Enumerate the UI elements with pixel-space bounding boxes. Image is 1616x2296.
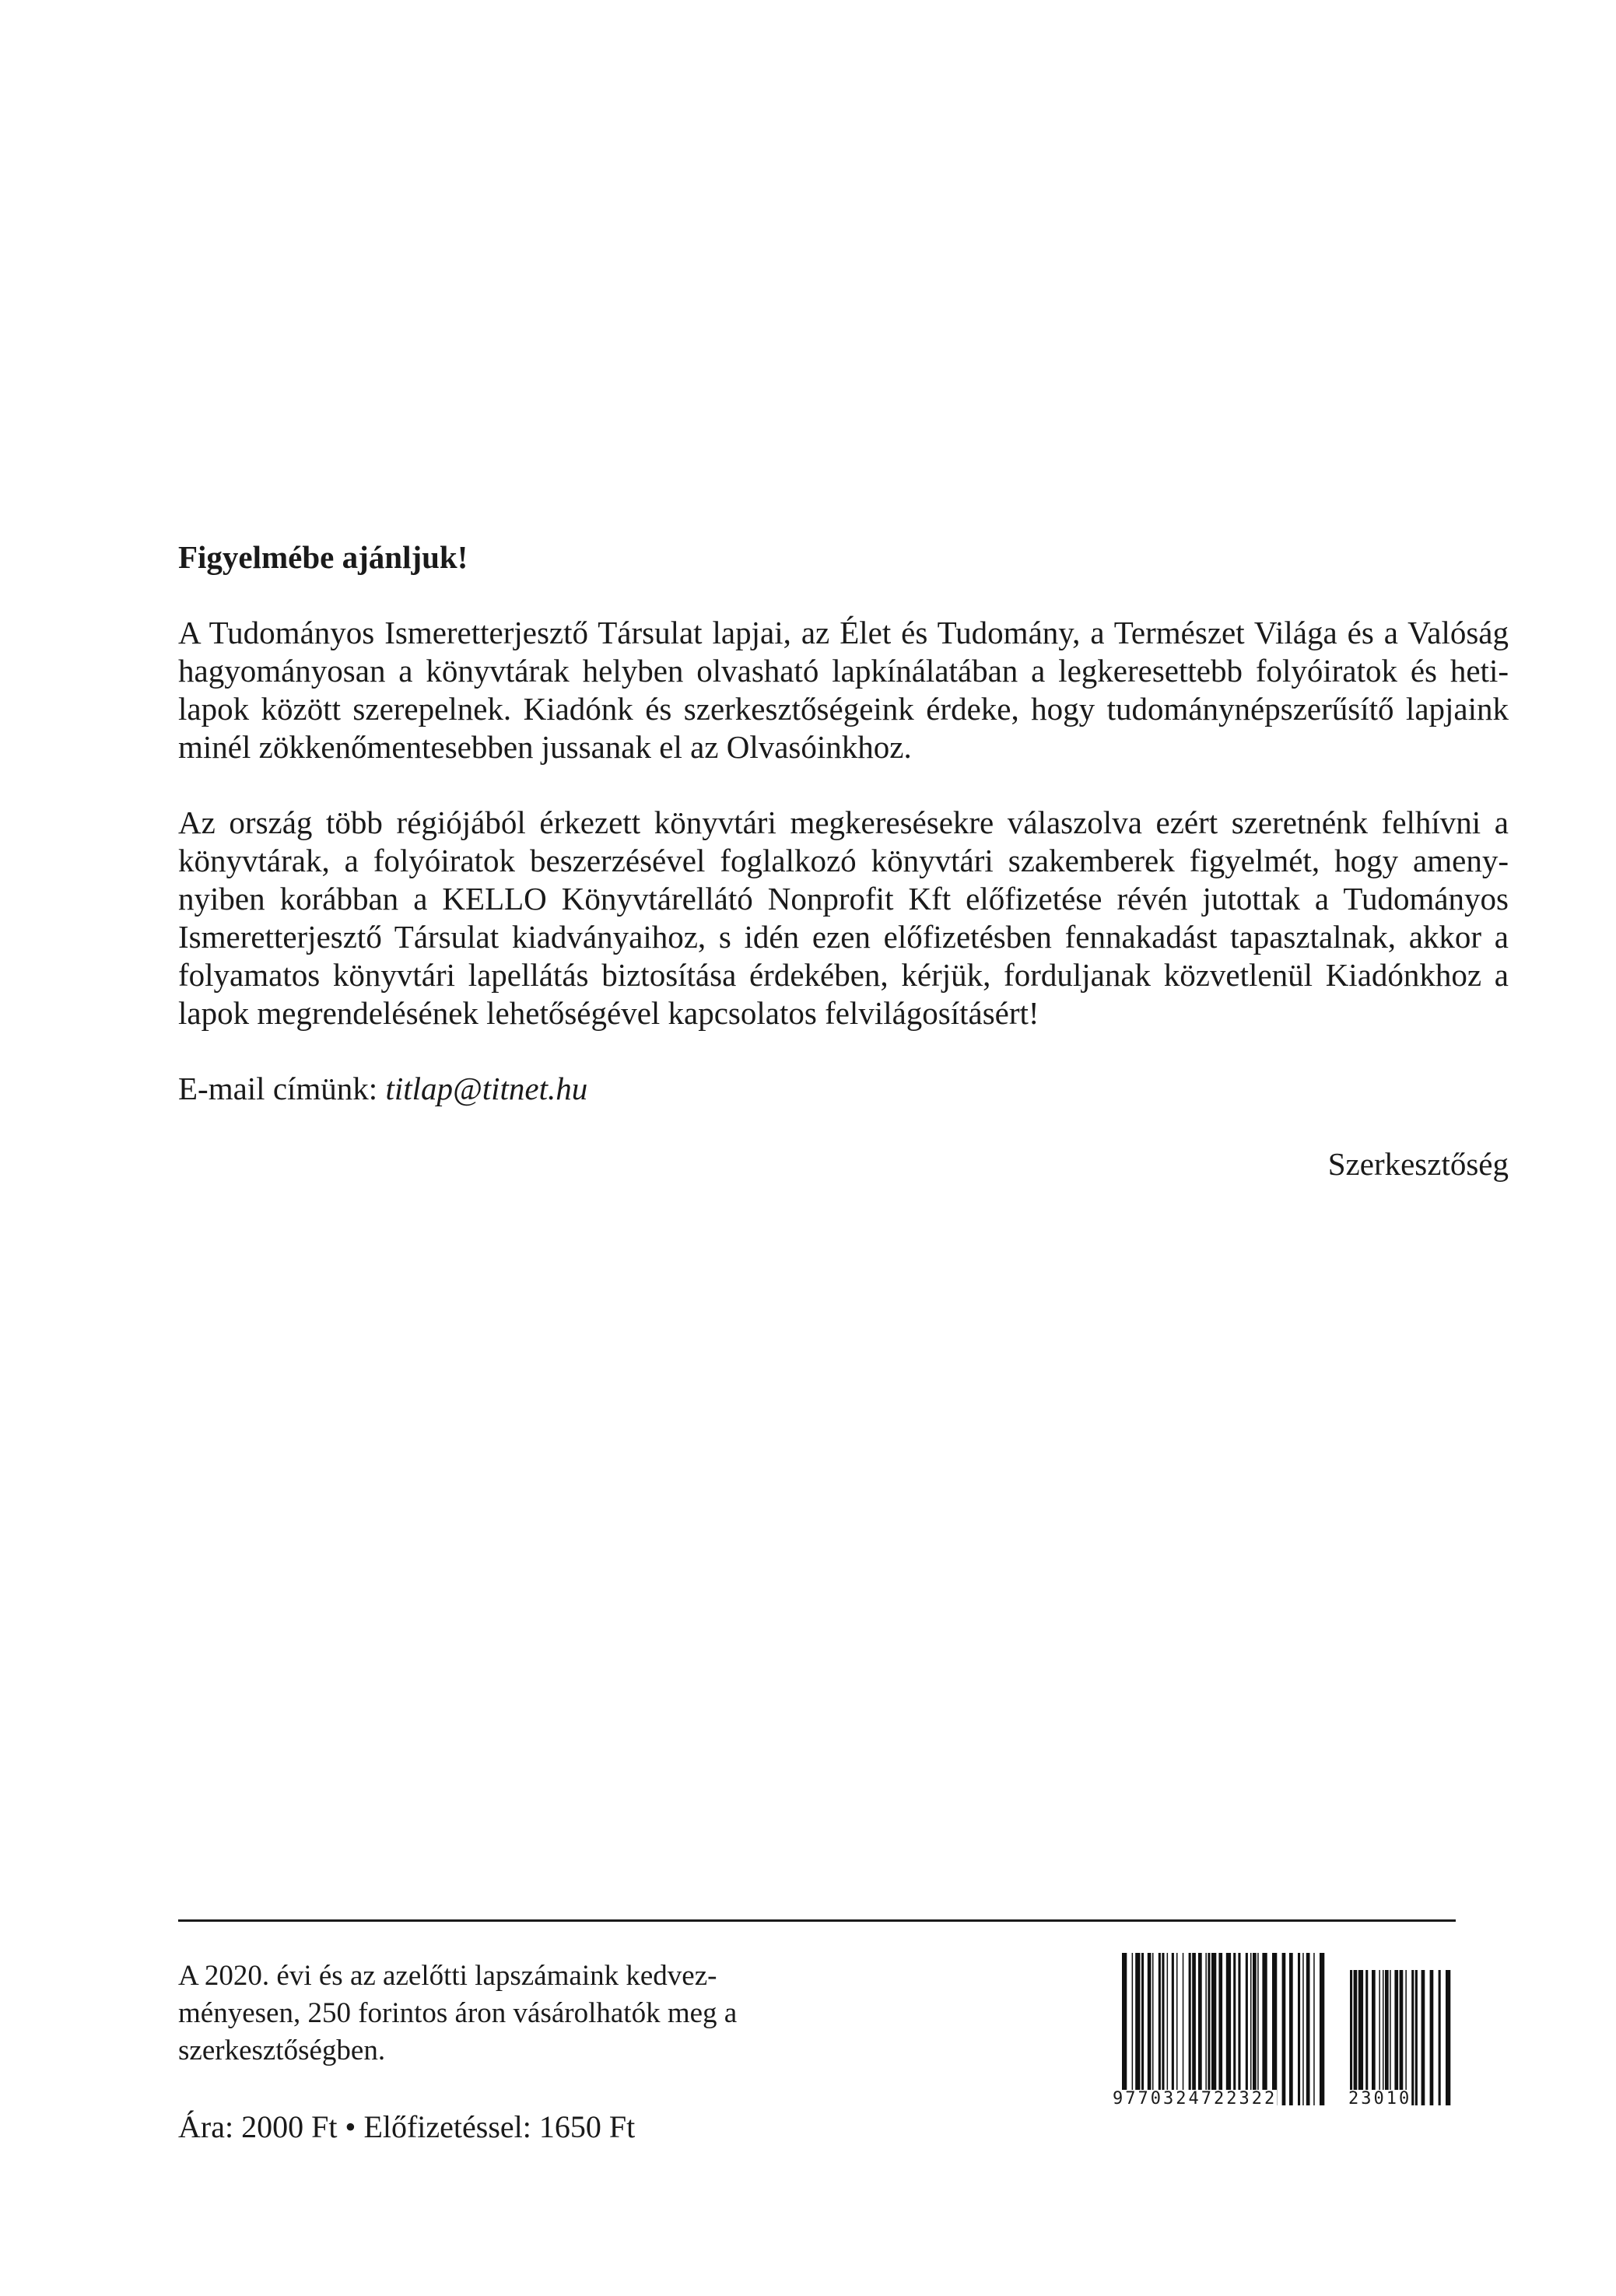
notice-paragraph-2: Az ország több régiójából érkezett könyvtári megkeresésekre válaszolva ezért szeretnénk felhívni a könyvtárak, a folyóiratok beszerzésével foglalkozó könyvtári szakemberek figyelmét, hogy amenynyiben korábban a KELLO Könyvtárellátó Nonprofit Kft előfizetése révén jutottak a Tudományos Ismeretterjesztő Társulat kiadványaihoz, s idén ezen előfizetésben fennakadást tapasztalnak, akkor a folyamatos könyvtári lapellátás biztosítása érdekében, kérjük, forduljanak közvetlenül Kiadónkhoz a lapok megrendelésének lehetőségével kapcsolatos felvilágosításért! — [178, 804, 1509, 1031]
barcode-bar — [1385, 1970, 1389, 2105]
barcode-bar — [1379, 1970, 1380, 2105]
barcode-bar — [1446, 1970, 1450, 2105]
barcode-bar — [1176, 1953, 1178, 2105]
barcode-bar — [1141, 1953, 1144, 2105]
barcode-bar — [1172, 1953, 1174, 2105]
barcode-bar — [1306, 1953, 1310, 2105]
barcode-bar — [1189, 1953, 1191, 2105]
barcode-bar — [1350, 1970, 1352, 2105]
footer-divider — [178, 1919, 1456, 1922]
barcode-bar — [1262, 1953, 1267, 2105]
barcode-bar — [1198, 1953, 1202, 2105]
notice-section — [178, 538, 1509, 1183]
barcode-bar — [1430, 1970, 1434, 2105]
barcode-bar — [1132, 1953, 1134, 2105]
barcode-bar — [1162, 1953, 1164, 2105]
signature: Szerkesztőség — [1327, 1146, 1509, 1182]
barcode-bar — [1358, 1970, 1363, 2105]
barcode-bar — [1282, 1953, 1286, 2105]
barcode-bar — [1159, 1953, 1161, 2105]
barcode-bar — [1354, 1970, 1358, 2105]
barcode-bar — [1439, 1970, 1441, 2105]
barcode-bar — [1272, 1953, 1277, 2105]
barcode-bar — [1205, 1953, 1207, 2105]
email-line — [178, 1070, 1509, 1108]
barcode-bar — [1253, 1953, 1257, 2105]
barcode-bar — [1298, 1953, 1300, 2105]
barcode-bar — [1313, 1953, 1315, 2105]
barcode-bar — [1148, 1953, 1152, 2105]
barcode-bar — [1211, 1953, 1216, 2105]
footer-price: Ára: 2000 Ft • Előfizetéssel: 1650 Ft — [178, 2109, 636, 2144]
barcode-bar — [1390, 1970, 1391, 2105]
barcode-bar — [1302, 1953, 1304, 2105]
notice-title: Figyelmébe ajánljuk! — [178, 539, 468, 575]
barcode-bar — [1405, 1970, 1407, 2105]
barcode-bar — [1246, 1953, 1248, 2105]
barcode-bar — [1122, 1953, 1127, 2105]
barcode-bar — [1372, 1970, 1376, 2105]
email-label: E-mail címünk: — [178, 1071, 386, 1106]
email-address: titlap@titnet.hu — [385, 1071, 588, 1106]
barcode-bar — [1152, 1953, 1154, 2105]
barcode-addon-number: 23010 — [1348, 2089, 1412, 2108]
barcode-bar — [1250, 1953, 1252, 2105]
barcode-bars — [1113, 1953, 1459, 2108]
notice-paragraph-1: A Tudományos Ismeretterjesztő Társulat lapjai, az Élet és Tudomány, a Természet Világa és a Valóság hagyományosan a könyvtárak helyben olvasható lapkínálatában a legkeresettebb folyóiratok és hetilapok között szerepelnek. Kiadónk és szerkesztőségeink érdeke, hogy tudománynépszerűsítő lapjaink minél zökkenőmentesebben jussanak el az Olvasóinkhoz. — [178, 615, 1509, 765]
barcode-bar — [1192, 1953, 1196, 2105]
barcode-bar — [1320, 1953, 1324, 2105]
barcode-main-number: 9770324722322 — [1113, 2089, 1278, 2108]
barcode-bar — [1394, 1970, 1398, 2105]
barcode-bar — [1411, 1970, 1414, 2105]
barcode-bar — [1167, 1953, 1169, 2105]
barcode-bar — [1415, 1970, 1418, 2105]
barcode-bar — [1400, 1970, 1404, 2105]
barcode-bar — [1238, 1953, 1240, 2105]
barcode-bar — [1208, 1953, 1210, 2105]
barcode-bar — [1289, 1953, 1293, 2105]
barcode — [1113, 1953, 1459, 2108]
footer-discount-note: A 2020. évi és az azelőtti lapszámaink kedvezményesen, 250 forintos áron vásárolhatók meg a szerkesztőségben. — [178, 1960, 738, 2066]
barcode-bar — [1226, 1953, 1231, 2105]
barcode-bar — [1421, 1970, 1425, 2105]
barcode-bar — [1257, 1953, 1259, 2105]
barcode-bar — [1383, 1970, 1384, 2105]
barcode-bar — [1218, 1953, 1222, 2105]
barcode-bar — [1233, 1953, 1236, 2105]
barcode-bar — [1365, 1970, 1368, 2105]
barcode-bar — [1183, 1953, 1184, 2105]
barcode-bar — [1135, 1953, 1140, 2105]
